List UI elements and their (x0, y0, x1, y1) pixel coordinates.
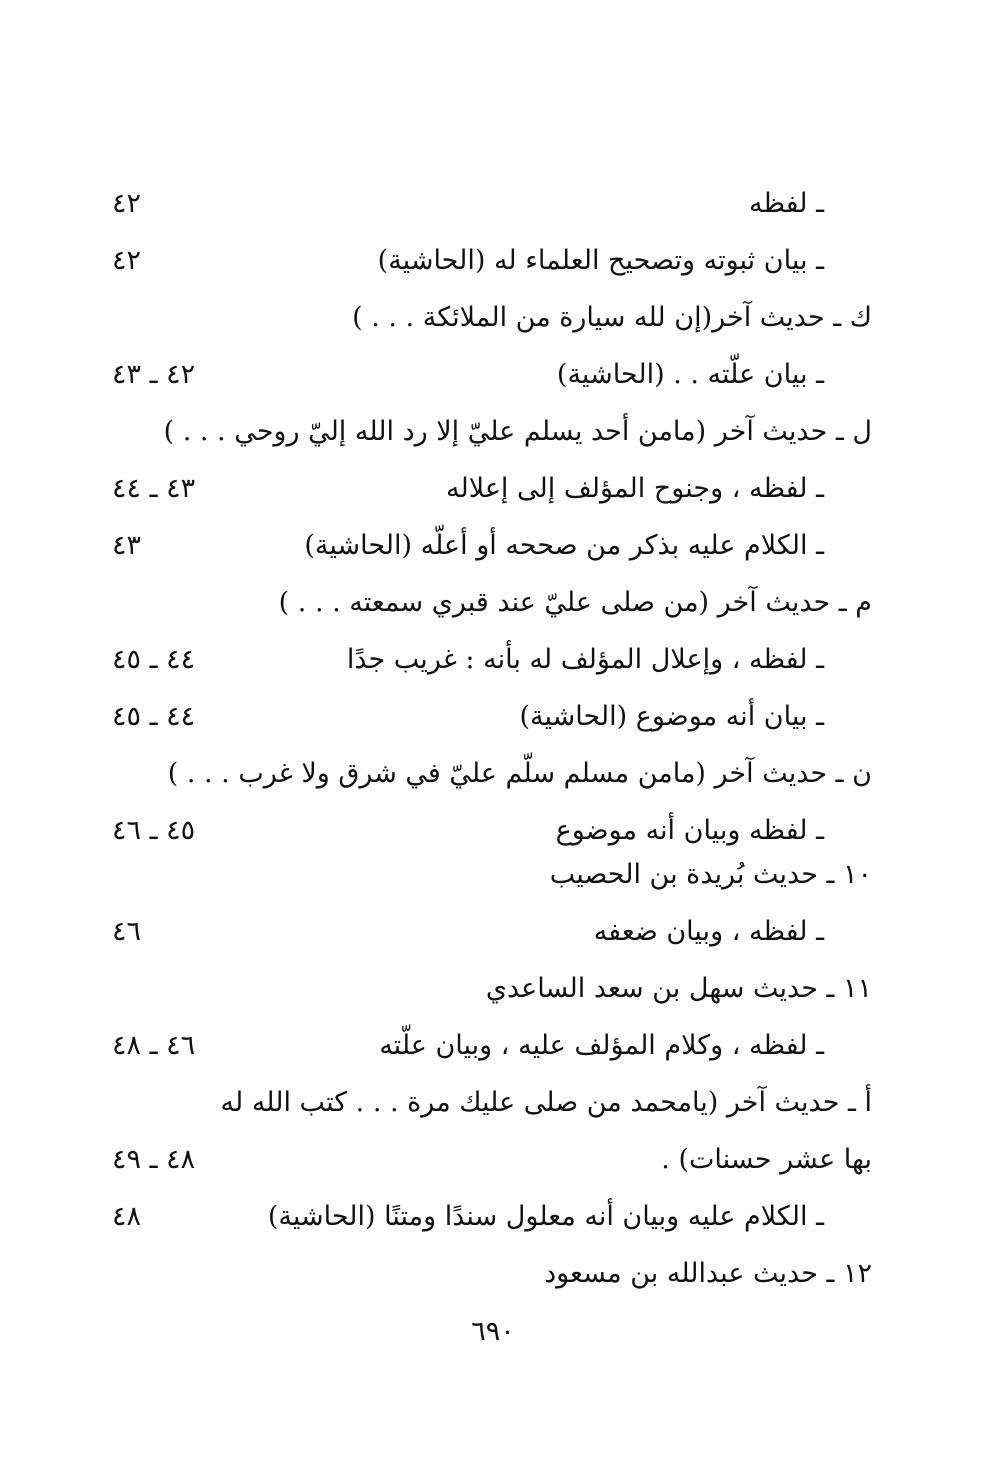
entry-text: ـ لفظه ، وجنوح المؤلف إلى إعلاله (446, 473, 824, 504)
toc-heading (0, 583, 986, 623)
heading-text: ١٢ ـ حديث عبدالله بن مسعود (544, 1258, 872, 1289)
entry-text: ـ لفظه وبيان أنه موضوع (555, 815, 824, 846)
toc-entry (0, 811, 986, 851)
toc-entry (0, 1026, 986, 1066)
toc-entry (0, 697, 986, 737)
toc-heading (0, 969, 986, 1009)
entry-text: ـ الكلام عليه وبيان أنه معلول سندًا ومتنًا (الحاشية) (267, 1201, 824, 1232)
entry-text: ـ لفظه (748, 188, 824, 219)
toc-entry (0, 241, 986, 281)
entry-pages: ٤٢ ـ ٤٣ (112, 359, 196, 390)
entry-text: ـ بيان علّته . . (الحاشية) (556, 359, 824, 390)
entry-pages: ٤٤ ـ ٤٥ (112, 644, 196, 675)
entry-text: ـ لفظه ، وبيان ضعفه (593, 916, 824, 947)
entry-pages: ٤٣ ـ ٤٤ (112, 473, 196, 504)
toc-entry (0, 1197, 986, 1237)
heading-text: ١٠ ـ حديث بُريدة بن الحصيب (549, 859, 872, 890)
page-number: ٦٩٠ (471, 1316, 515, 1347)
toc-heading (0, 855, 986, 895)
entry-pages: ٤٨ ـ ٤٩ (112, 1144, 196, 1175)
entry-text: ـ لفظه ، وإعلال المؤلف له بأنه : غريب جدًا (346, 644, 824, 675)
entry-text: ـ بيان أنه موضوع (الحاشية) (519, 701, 824, 732)
heading-text: أ ـ حديث آخر (يامحمد من صلى عليك مرة . . . كتب الله له (220, 1087, 872, 1118)
toc-entry (0, 526, 986, 566)
toc-heading (0, 412, 986, 452)
toc-entry (0, 355, 986, 395)
toc-entry (0, 469, 986, 509)
toc-entry (0, 184, 986, 224)
entry-pages: ٤٥ ـ ٤٦ (112, 815, 196, 846)
entry-pages: ٤٨ (112, 1201, 142, 1232)
heading-text: م ـ حديث آخر (من صلى عليّ عند قبري سمعته . . . ) (278, 587, 872, 618)
toc-entry (0, 1140, 986, 1180)
heading-text: ك ـ حديث آخر(إن لله سيارة من الملائكة . . . ) (352, 302, 872, 333)
entry-pages: ٤٢ (112, 188, 142, 219)
toc-entry (0, 640, 986, 680)
entry-text: ـ لفظه ، وكلام المؤلف عليه ، وبيان علّته (379, 1030, 824, 1061)
entry-pages: ٤٢ (112, 245, 142, 276)
toc-heading (0, 754, 986, 794)
toc-heading (0, 298, 986, 338)
heading-text: ١١ ـ حديث سهل بن سعد الساعدي (485, 973, 872, 1004)
heading-text: ل ـ حديث آخر (مامن أحد يسلم عليّ إلا رد الله إليّ روحي . . . ) (163, 416, 872, 447)
toc-heading (0, 1254, 986, 1294)
entry-pages: ٤٤ ـ ٤٥ (112, 701, 196, 732)
entry-text: ـ الكلام عليه بذكر من صححه أو أعلّه (الحاشية) (304, 530, 824, 561)
toc-entry (0, 912, 986, 952)
toc-heading (0, 1083, 986, 1123)
entry-pages: ٤٣ (112, 530, 142, 561)
entry-pages: ٤٦ (112, 916, 142, 947)
entry-text: ـ بيان ثبوته وتصحيح العلماء له (الحاشية) (377, 245, 824, 276)
entry-pages: ٤٦ ـ ٤٨ (112, 1030, 196, 1061)
heading-text: ن ـ حديث آخر (مامن مسلم سلّم عليّ في شرق ولا غرب . . . ) (167, 758, 872, 789)
entry-text: بها عشر حسنات) . (661, 1144, 872, 1175)
